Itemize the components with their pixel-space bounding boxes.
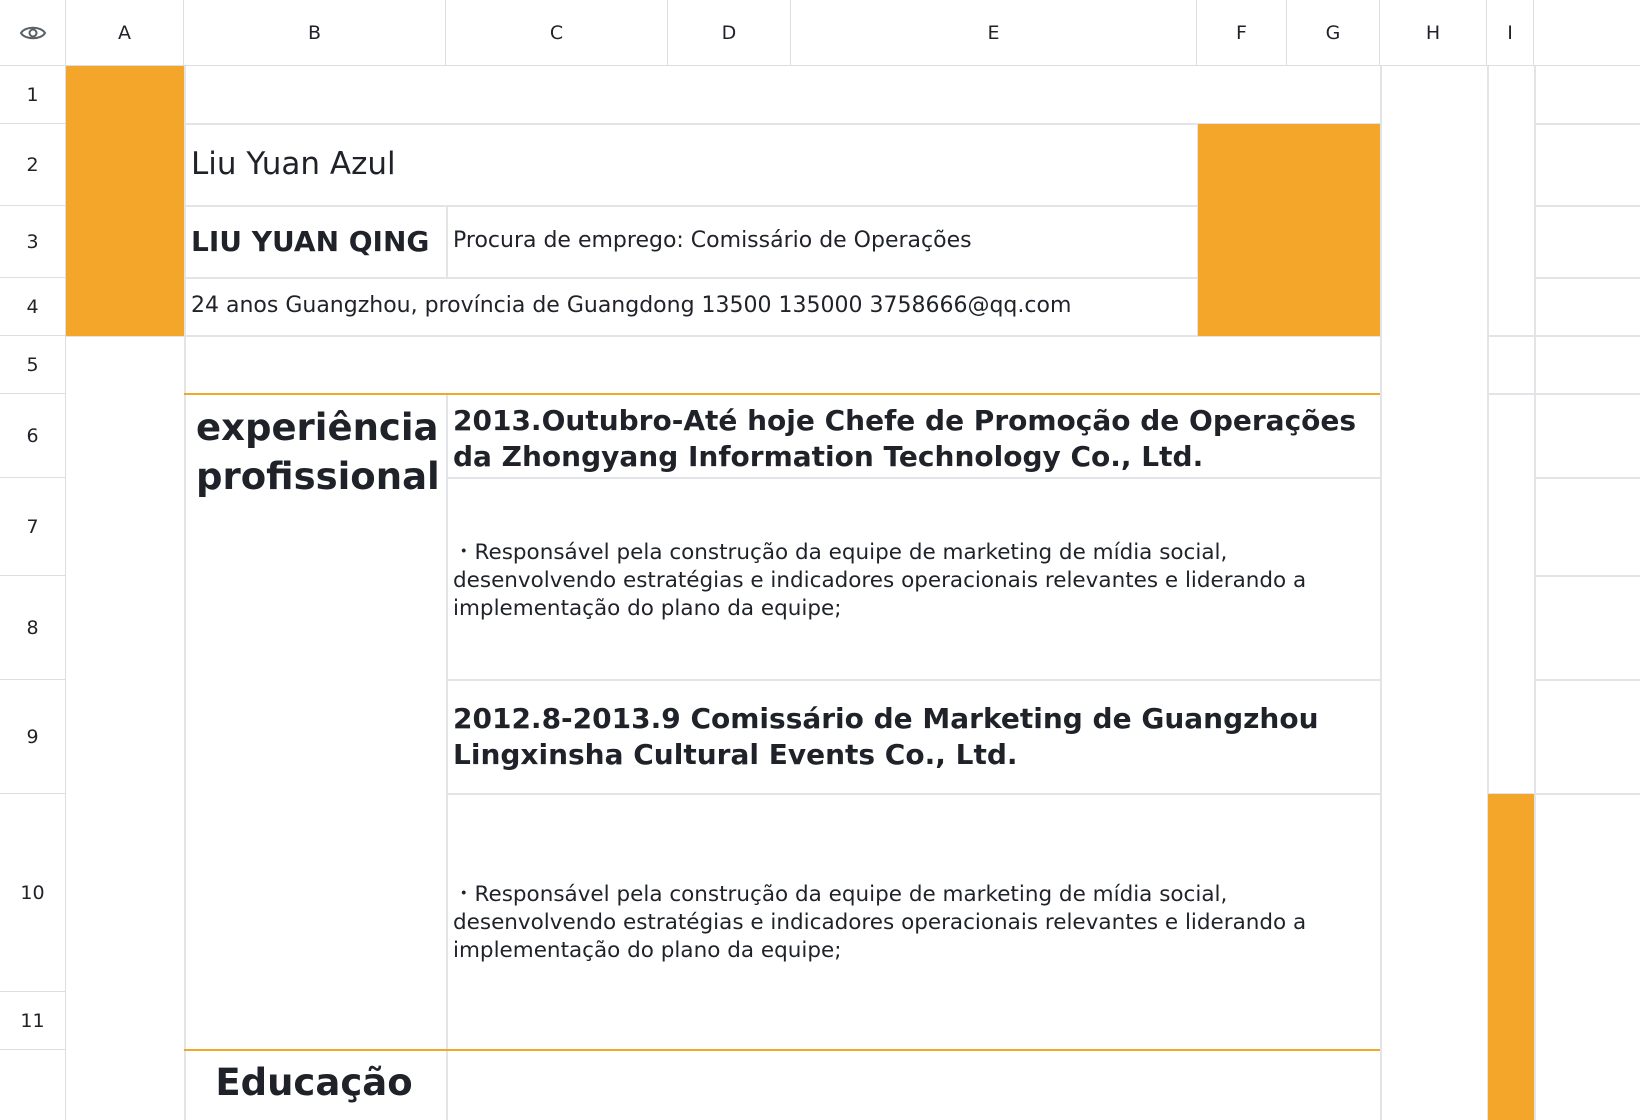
row-header-11[interactable]: 11 (0, 992, 66, 1050)
gridline (1380, 66, 1382, 1120)
row-header-1[interactable]: 1 (0, 66, 66, 124)
gridline (1487, 393, 1640, 395)
row-header-9[interactable]: 9 (0, 680, 66, 794)
section-divider (184, 1049, 1380, 1051)
gridline (1534, 123, 1640, 125)
accent-block-a[interactable] (66, 66, 184, 336)
row-header-12 (0, 1050, 66, 1120)
row-header-2[interactable]: 2 (0, 124, 66, 206)
column-header-c[interactable]: C (446, 0, 668, 66)
column-header-g[interactable]: G (1287, 0, 1380, 66)
gridline (446, 679, 1380, 681)
row-header-6[interactable]: 6 (0, 394, 66, 478)
column-header-overflow (1534, 0, 1640, 66)
gridline (184, 205, 1197, 207)
job-objective[interactable]: Procura de emprego: Comissário de Operações (453, 228, 972, 253)
eye-icon (19, 23, 47, 43)
accent-block-fg[interactable] (1198, 124, 1380, 336)
column-header-d[interactable]: D (668, 0, 791, 66)
resume-pinyin-name[interactable]: LIU YUAN QING (191, 225, 430, 258)
gridline (66, 335, 1380, 337)
job-description-2[interactable]: ・Responsável pela construção da equipe de marketing de mídia social, desenvolvendo estratégias e indicadores operacionais relevantes e liderando a implementação do plano da equipe; (453, 882, 1307, 963)
gridline (1487, 335, 1640, 337)
gridline (446, 477, 1380, 479)
gridline (1534, 205, 1640, 207)
row-header-3[interactable]: 3 (0, 206, 66, 278)
gridline (1534, 679, 1640, 681)
job-description-1[interactable]: ・Responsável pela construção da equipe de marketing de mídia social, desenvolvendo estratégias e indicadores operacionais relevantes e liderando a implementação do plano da equipe; (453, 540, 1307, 621)
column-header-i[interactable]: I (1487, 0, 1534, 66)
row-header-4[interactable]: 4 (0, 278, 66, 336)
column-header-b[interactable]: B (184, 0, 446, 66)
gridline (1534, 66, 1536, 1120)
gridline (446, 206, 448, 278)
section-divider (184, 393, 1380, 395)
view-toggle-button[interactable] (0, 0, 66, 66)
row-header-8[interactable]: 8 (0, 576, 66, 680)
section-title-education[interactable]: Educação (215, 1061, 413, 1104)
gridline (184, 66, 186, 1120)
column-header-e[interactable]: E (791, 0, 1197, 66)
section-title-experience[interactable]: experiência profissional (196, 406, 440, 498)
job-title-1[interactable]: 2013.Outubro-Até hoje Chefe de Promoção de Operações da Zhongyang Information Technology Co., Ltd. (453, 404, 1357, 473)
accent-block-i[interactable] (1488, 794, 1534, 1120)
column-header-a[interactable]: A (66, 0, 184, 66)
row-header-7[interactable]: 7 (0, 478, 66, 576)
row-header-5[interactable]: 5 (0, 336, 66, 394)
gridline (446, 394, 448, 1120)
resume-name[interactable]: Liu Yuan Azul (191, 146, 396, 182)
contact-info[interactable]: 24 anos Guangzhou, província de Guangdong 13500 135000 3758666@qq.com (191, 293, 1072, 318)
row-header-10[interactable]: 10 (0, 794, 66, 992)
gridline (184, 277, 1197, 279)
gridline (1534, 277, 1640, 279)
gridline (1534, 575, 1640, 577)
column-header-f[interactable]: F (1197, 0, 1287, 66)
job-title-2[interactable]: 2012.8-2013.9 Comissário de Marketing de Guangzhou Lingxinsha Cultural Events Co., Ltd. (453, 702, 1319, 771)
column-header-h[interactable]: H (1380, 0, 1487, 66)
gridline (446, 793, 1380, 795)
gridline (1534, 477, 1640, 479)
